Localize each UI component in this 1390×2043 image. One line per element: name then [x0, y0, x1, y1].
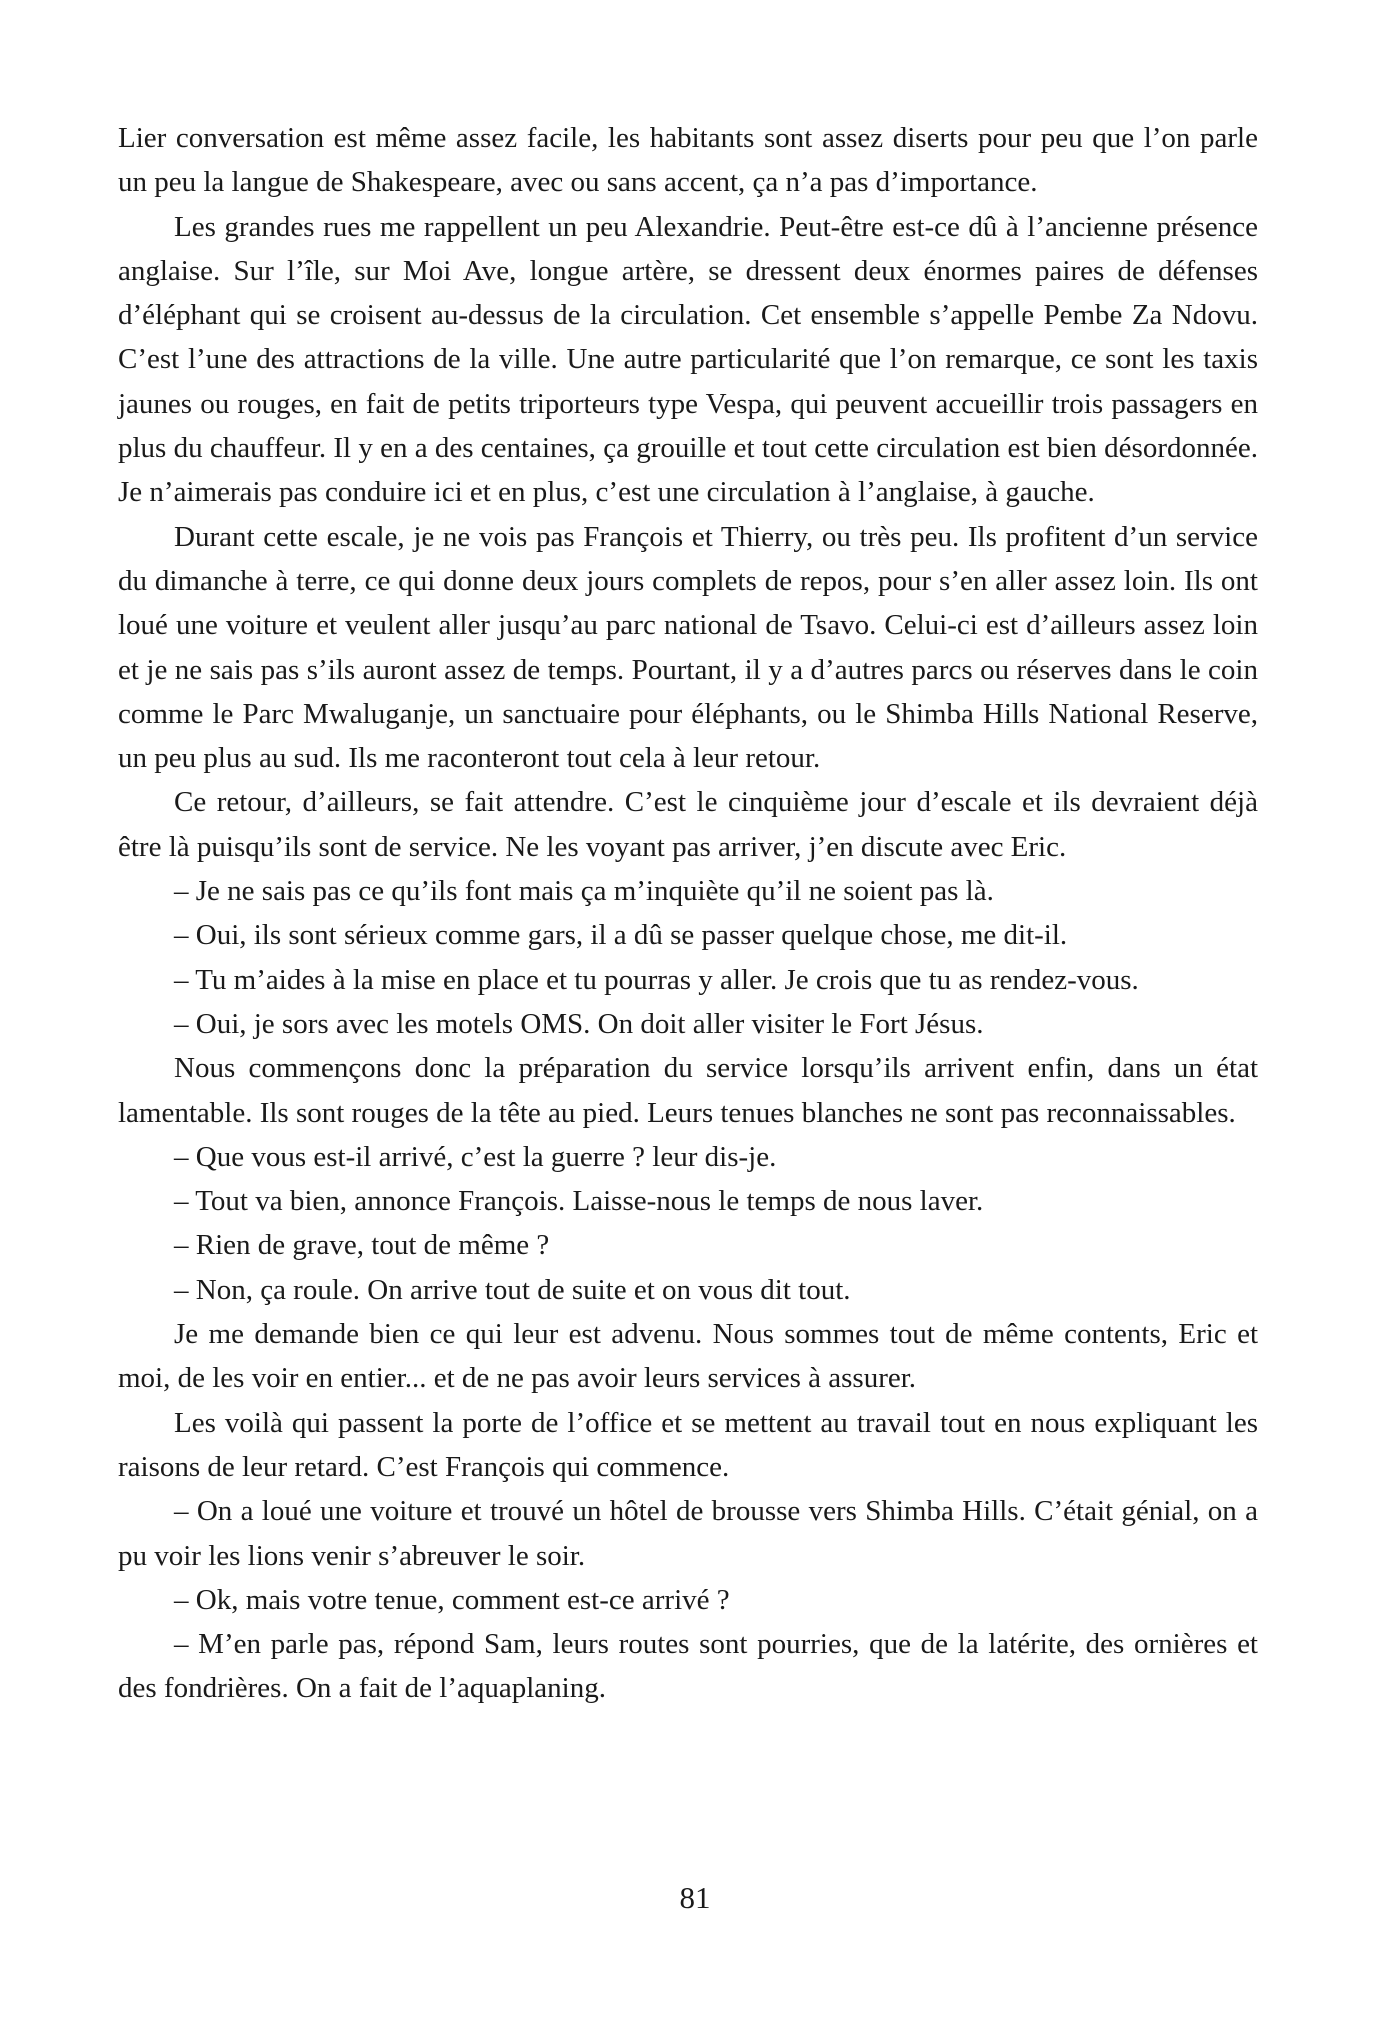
paragraph: Ce retour, d’ailleurs, se fait attendre. C’est le cinquième jour d’escale et ils devraient déjà être là puisqu’ils sont de service. Ne les voyant pas arriver, j’en discute avec Eric.	[118, 786, 1258, 863]
paragraph: Durant cette escale, je ne vois pas François et Thierry, ou très peu. Ils profitent d’un service du dimanche à terre, ce qui donne deux jours complets de repos, pour s’en aller assez loin. Ils ont loué une voiture et veulent aller jusqu’au parc national de Tsavo. Celui-ci est d’ailleurs assez loin et je ne sais pas s’ils auront assez de temps. Pourtant, il y a d’autres parcs ou réserves dans le coin comme le Parc Mwaluganje, un sanctuaire pour éléphants, ou le Shimba Hills National Reserve, un peu plus au sud. Ils me raconteront tout cela à leur retour.	[118, 520, 1258, 775]
paragraph: Les voilà qui passent la porte de l’office et se mettent au travail tout en nous expliquant les raisons de leur retard. C’est François qui commence.	[118, 1406, 1258, 1483]
paragraph: Les grandes rues me rappellent un peu Alexandrie. Peut-être est-ce dû à l’ancienne présence anglaise. Sur l’île, sur Moi Ave, longue artère, se dressent deux énormes paires de défenses d’éléphant qui se croisent au-dessus de la circulation. Cet ensemble s’appelle Pembe Za Ndovu. C’est l’une des attractions de la ville. Une autre particularité que l’on remarque, ce sont les taxis jaunes ou rouges, en fait de petits triporteurs type Vespa, qui peuvent accueillir trois passagers en plus du chauffeur. Il y en a des centaines, ça grouille et tout cette circulation est bien désordonnée. Je n’aimerais pas conduire ici et en plus, c’est une circulation à l’anglaise, à gauche.	[118, 210, 1258, 509]
dialogue-line: – Que vous est-il arrivé, c’est la guerre ? leur dis-je.	[174, 1140, 777, 1173]
paragraph: Nous commençons donc la préparation du service lorsqu’ils arrivent enfin, dans un état lamentable. Ils sont rouges de la tête au pied. Leurs tenues blanches ne sont pas reconnaissables.	[118, 1052, 1258, 1129]
dialogue-line: – M’en parle pas, répond Sam, leurs routes sont pourries, que de la latérite, des ornières et des fondrières. On a fait de l’aquaplaning.	[118, 1628, 1258, 1705]
dialogue-line: – Je ne sais pas ce qu’ils font mais ça m’inquiète qu’il ne soient pas là.	[174, 875, 994, 908]
dialogue-line: – Rien de grave, tout de même ?	[174, 1229, 550, 1262]
dialogue-line: – Non, ça roule. On arrive tout de suite et on vous dit tout.	[174, 1273, 851, 1306]
paragraph: Je me demande bien ce qui leur est advenu. Nous sommes tout de même contents, Eric et moi, de les voir en entier... et de ne pas avoir leurs services à assurer.	[118, 1318, 1258, 1395]
dialogue-line: – Tu m’aides à la mise en place et tu pourras y aller. Je crois que tu as rendez-vous.	[174, 963, 1139, 996]
dialogue-line: – Oui, ils sont sérieux comme gars, il a dû se passer quelque chose, me dit-il.	[174, 919, 1068, 952]
dialogue-line: – On a loué une voiture et trouvé un hôtel de brousse vers Shimba Hills. C’était génial, on a pu voir les lions venir s’abreuver le soir.	[118, 1495, 1258, 1572]
body-text	[118, 116, 1258, 1711]
dialogue-line: – Tout va bien, annonce François. Laisse-nous le temps de nous laver.	[174, 1185, 984, 1218]
dialogue-line: – Ok, mais votre tenue, comment est-ce arrivé ?	[174, 1583, 730, 1616]
dialogue-line: – Oui, je sors avec les motels OMS. On doit aller visiter le Fort Jésus.	[174, 1007, 984, 1040]
page-number: 81	[679, 1880, 711, 1915]
paragraph: Lier conversation est même assez facile, les habitants sont assez diserts pour peu que l’on parle un peu la langue de Shakespeare, avec ou sans accent, ça n’a pas d’importance.	[118, 122, 1258, 199]
